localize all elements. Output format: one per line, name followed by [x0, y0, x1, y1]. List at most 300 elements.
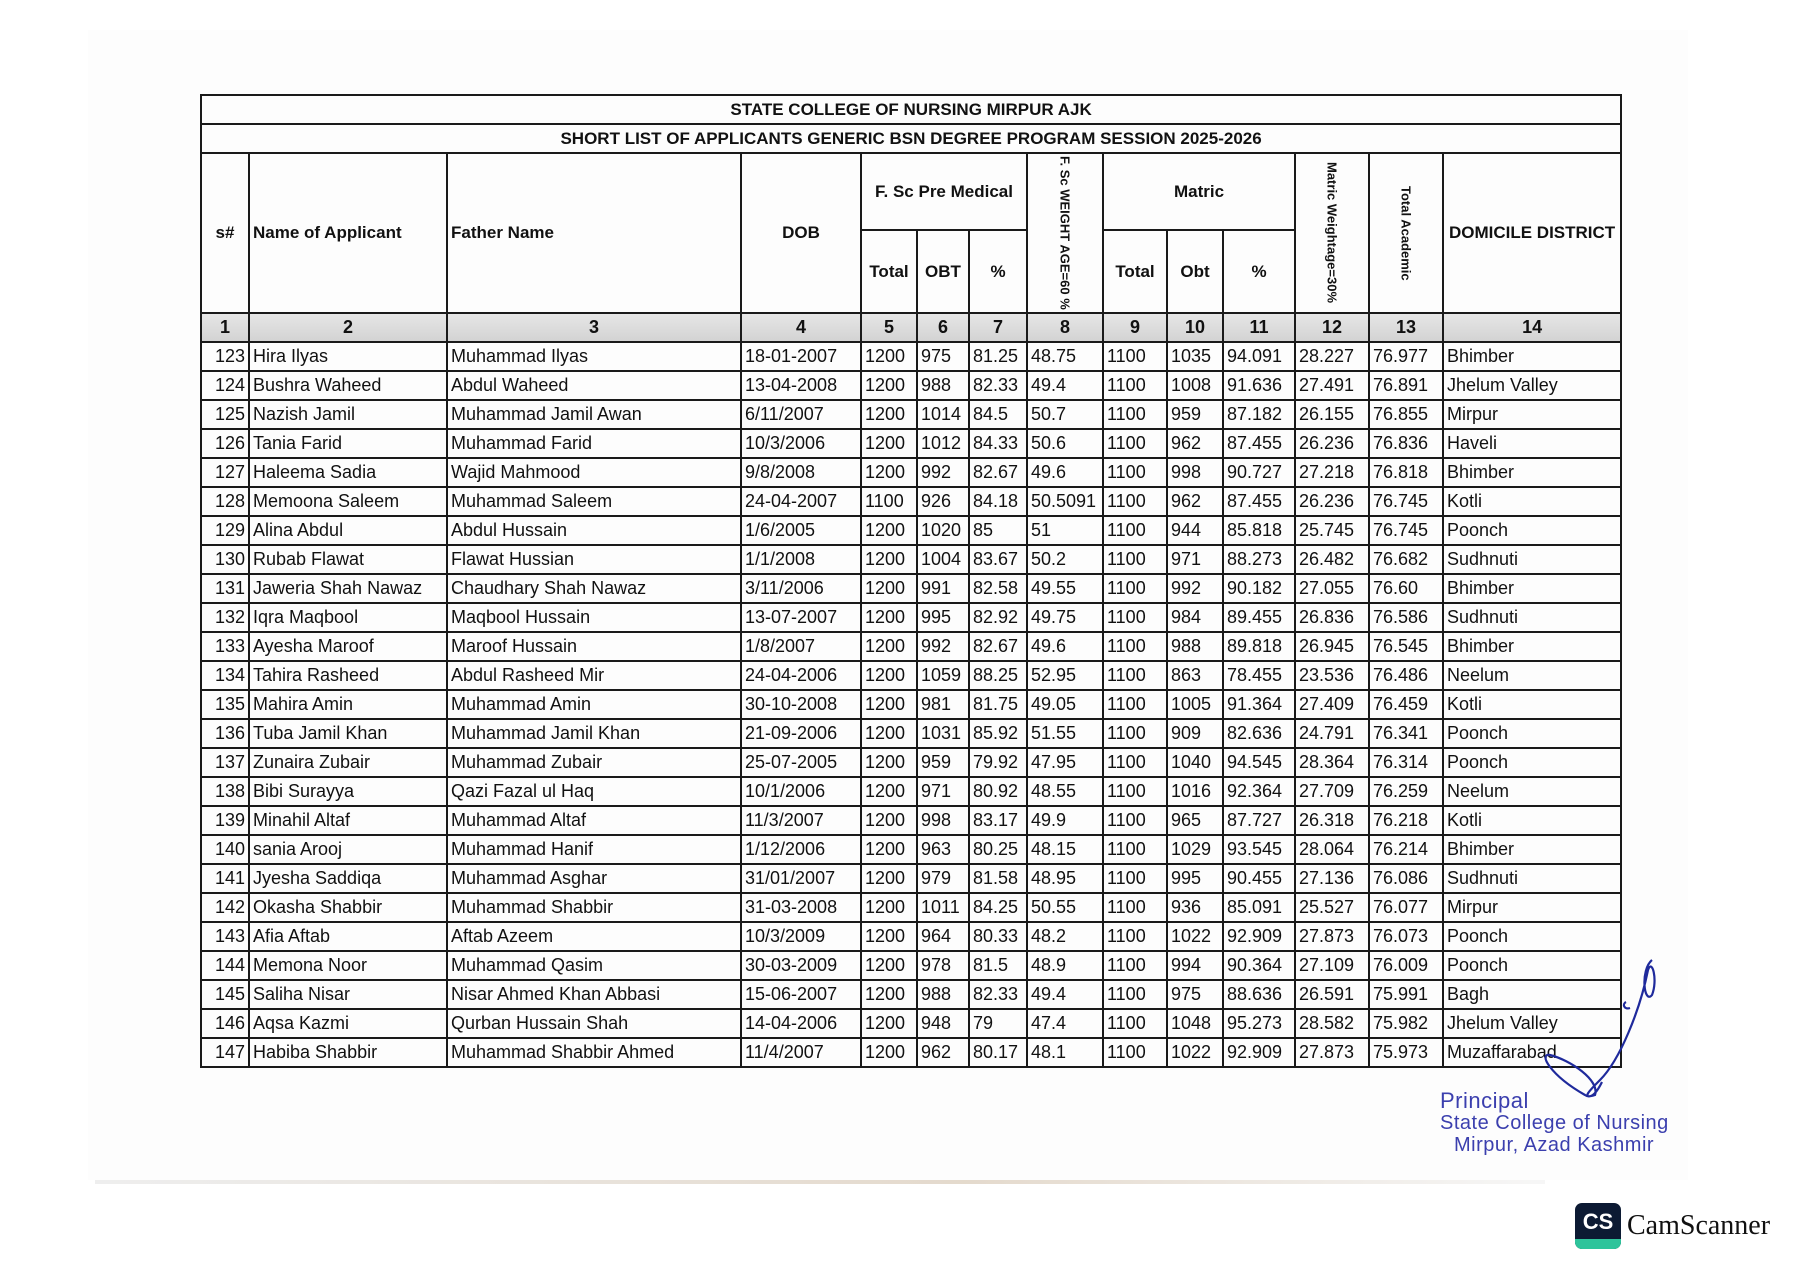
- total-academic-cell: 75.991: [1369, 980, 1443, 1009]
- father-name-cell: Muhammad Amin: [447, 690, 741, 719]
- fsc-obtained-cell: 978: [917, 951, 969, 980]
- matric-weightage-cell: 28.364: [1295, 748, 1369, 777]
- principal-stamp: [1440, 1090, 1669, 1156]
- matric-total-cell: 1100: [1103, 1038, 1167, 1067]
- header-dob: DOB: [741, 153, 861, 313]
- matric-obtained-cell: 1008: [1167, 371, 1223, 400]
- matric-total-cell: 1100: [1103, 458, 1167, 487]
- dob-cell: 10/3/2006: [741, 429, 861, 458]
- total-academic-cell: 76.259: [1369, 777, 1443, 806]
- fsc-weightage-cell: 50.6: [1027, 429, 1103, 458]
- column-number-row: [201, 313, 1621, 342]
- domicile-district-cell: Poonch: [1443, 951, 1621, 980]
- matric-obtained-cell: 971: [1167, 545, 1223, 574]
- dob-cell: 3/11/2006: [741, 574, 861, 603]
- serial-number-cell: 139: [201, 806, 249, 835]
- fsc-obtained-cell: 991: [917, 574, 969, 603]
- header-matric-weight-cell: [1295, 153, 1369, 313]
- domicile-district-cell: Poonch: [1443, 922, 1621, 951]
- column-number: 12: [1295, 313, 1369, 342]
- matric-weightage-cell: 25.745: [1295, 516, 1369, 545]
- dob-cell: 10/3/2009: [741, 922, 861, 951]
- fsc-total-cell: 1200: [861, 545, 917, 574]
- fsc-total-cell: 1200: [861, 806, 917, 835]
- domicile-district-cell: Mirpur: [1443, 400, 1621, 429]
- matric-weightage-cell: 26.236: [1295, 429, 1369, 458]
- matric-obtained-cell: 965: [1167, 806, 1223, 835]
- fsc-obtained-cell: 995: [917, 603, 969, 632]
- serial-number-cell: 138: [201, 777, 249, 806]
- header-name: Name of Applicant: [249, 153, 447, 313]
- table-row: [201, 632, 1621, 661]
- matric-percent-cell: 85.091: [1223, 893, 1295, 922]
- table-row: [201, 661, 1621, 690]
- fsc-weightage-cell: 50.7: [1027, 400, 1103, 429]
- matric-total-cell: 1100: [1103, 922, 1167, 951]
- matric-percent-cell: 85.818: [1223, 516, 1295, 545]
- column-number: 10: [1167, 313, 1223, 342]
- header-matric-pct: %: [1223, 230, 1295, 312]
- fsc-total-cell: 1100: [861, 487, 917, 516]
- header-fsc-weight: F. Sc WEIGHT AGE=60 %: [1057, 156, 1073, 310]
- fsc-obtained-cell: 963: [917, 835, 969, 864]
- serial-number-cell: 133: [201, 632, 249, 661]
- dob-cell: 9/8/2008: [741, 458, 861, 487]
- header-matric-weight: Matric Weightage=30%: [1324, 162, 1340, 304]
- matric-obtained-cell: 984: [1167, 603, 1223, 632]
- fsc-total-cell: 1200: [861, 429, 917, 458]
- fsc-obtained-cell: 926: [917, 487, 969, 516]
- matric-obtained-cell: 1022: [1167, 922, 1223, 951]
- fsc-percent-cell: 82.67: [969, 632, 1027, 661]
- fsc-percent-cell: 84.5: [969, 400, 1027, 429]
- total-academic-cell: 76.745: [1369, 487, 1443, 516]
- matric-obtained-cell: 863: [1167, 661, 1223, 690]
- table-row: [201, 429, 1621, 458]
- domicile-district-cell: Poonch: [1443, 516, 1621, 545]
- matric-percent-cell: 95.273: [1223, 1009, 1295, 1038]
- matric-total-cell: 1100: [1103, 342, 1167, 371]
- matric-total-cell: 1100: [1103, 748, 1167, 777]
- header-total-academic: Total Academic: [1398, 185, 1414, 281]
- matric-percent-cell: 87.455: [1223, 487, 1295, 516]
- domicile-district-cell: Neelum: [1443, 777, 1621, 806]
- matric-obtained-cell: 975: [1167, 980, 1223, 1009]
- father-name-cell: Muhammad Qasim: [447, 951, 741, 980]
- header-domicile: DOMICILE DISTRICT: [1443, 153, 1621, 313]
- total-academic-cell: 76.586: [1369, 603, 1443, 632]
- header-fsc-obt: OBT: [917, 230, 969, 312]
- fsc-percent-cell: 81.75: [969, 690, 1027, 719]
- applicant-name-cell: Bibi Surayya: [249, 777, 447, 806]
- applicant-name-cell: Saliha Nisar: [249, 980, 447, 1009]
- matric-percent-cell: 88.273: [1223, 545, 1295, 574]
- fsc-obtained-cell: 1011: [917, 893, 969, 922]
- dob-cell: 14-04-2006: [741, 1009, 861, 1038]
- fsc-percent-cell: 83.67: [969, 545, 1027, 574]
- applicant-name-cell: Zunaira Zubair: [249, 748, 447, 777]
- fsc-obtained-cell: 959: [917, 748, 969, 777]
- fsc-obtained-cell: 981: [917, 690, 969, 719]
- fsc-total-cell: 1200: [861, 342, 917, 371]
- dob-cell: 30-10-2008: [741, 690, 861, 719]
- fsc-obtained-cell: 998: [917, 806, 969, 835]
- applicant-name-cell: Ayesha Maroof: [249, 632, 447, 661]
- applicant-name-cell: Jaweria Shah Nawaz: [249, 574, 447, 603]
- fsc-total-cell: 1200: [861, 922, 917, 951]
- matric-percent-cell: 92.909: [1223, 922, 1295, 951]
- father-name-cell: Muhammad Asghar: [447, 864, 741, 893]
- column-number: 1: [201, 313, 249, 342]
- header-fsc-weight-cell: [1027, 153, 1103, 313]
- fsc-percent-cell: 80.33: [969, 922, 1027, 951]
- total-academic-cell: 76.745: [1369, 516, 1443, 545]
- matric-total-cell: 1100: [1103, 690, 1167, 719]
- matric-total-cell: 1100: [1103, 371, 1167, 400]
- fsc-weightage-cell: 49.05: [1027, 690, 1103, 719]
- matric-total-cell: 1100: [1103, 719, 1167, 748]
- page-edge: [95, 1180, 1545, 1184]
- fsc-percent-cell: 85: [969, 516, 1027, 545]
- total-academic-cell: 76.855: [1369, 400, 1443, 429]
- fsc-percent-cell: 82.33: [969, 371, 1027, 400]
- matric-total-cell: 1100: [1103, 893, 1167, 922]
- table-row: [201, 1009, 1621, 1038]
- serial-number-cell: 146: [201, 1009, 249, 1038]
- fsc-percent-cell: 80.17: [969, 1038, 1027, 1067]
- applicant-name-cell: Tuba Jamil Khan: [249, 719, 447, 748]
- dob-cell: 31/01/2007: [741, 864, 861, 893]
- dob-cell: 1/12/2006: [741, 835, 861, 864]
- matric-weightage-cell: 27.491: [1295, 371, 1369, 400]
- fsc-obtained-cell: 992: [917, 458, 969, 487]
- total-academic-cell: 76.086: [1369, 864, 1443, 893]
- serial-number-cell: 123: [201, 342, 249, 371]
- header-sn: s#: [201, 153, 249, 313]
- father-name-cell: Muhammad Jamil Awan: [447, 400, 741, 429]
- fsc-total-cell: 1200: [861, 371, 917, 400]
- domicile-district-cell: Bhimber: [1443, 458, 1621, 487]
- matric-weightage-cell: 26.155: [1295, 400, 1369, 429]
- matric-obtained-cell: 959: [1167, 400, 1223, 429]
- table-row: [201, 487, 1621, 516]
- matric-total-cell: 1100: [1103, 545, 1167, 574]
- fsc-weightage-cell: 48.1: [1027, 1038, 1103, 1067]
- table-row: [201, 690, 1621, 719]
- matric-obtained-cell: 962: [1167, 487, 1223, 516]
- dob-cell: 11/4/2007: [741, 1038, 861, 1067]
- father-name-cell: Maqbool Hussain: [447, 603, 741, 632]
- matric-weightage-cell: 26.836: [1295, 603, 1369, 632]
- fsc-obtained-cell: 992: [917, 632, 969, 661]
- matric-percent-cell: 78.455: [1223, 661, 1295, 690]
- matric-weightage-cell: 28.064: [1295, 835, 1369, 864]
- matric-obtained-cell: 995: [1167, 864, 1223, 893]
- total-academic-cell: 76.009: [1369, 951, 1443, 980]
- fsc-percent-cell: 88.25: [969, 661, 1027, 690]
- serial-number-cell: 134: [201, 661, 249, 690]
- serial-number-cell: 129: [201, 516, 249, 545]
- fsc-obtained-cell: 1031: [917, 719, 969, 748]
- column-number: 13: [1369, 313, 1443, 342]
- table-row: [201, 545, 1621, 574]
- fsc-total-cell: 1200: [861, 864, 917, 893]
- column-number: 2: [249, 313, 447, 342]
- father-name-cell: Nisar Ahmed Khan Abbasi: [447, 980, 741, 1009]
- matric-obtained-cell: 1022: [1167, 1038, 1223, 1067]
- dob-cell: 15-06-2007: [741, 980, 861, 1009]
- father-name-cell: Aftab Azeem: [447, 922, 741, 951]
- father-name-cell: Flawat Hussian: [447, 545, 741, 574]
- fsc-total-cell: 1200: [861, 893, 917, 922]
- matric-total-cell: 1100: [1103, 661, 1167, 690]
- fsc-weightage-cell: 48.55: [1027, 777, 1103, 806]
- matric-total-cell: 1100: [1103, 603, 1167, 632]
- serial-number-cell: 145: [201, 980, 249, 1009]
- matric-weightage-cell: 26.591: [1295, 980, 1369, 1009]
- serial-number-cell: 144: [201, 951, 249, 980]
- column-number: 4: [741, 313, 861, 342]
- applicant-name-cell: Minahil Altaf: [249, 806, 447, 835]
- matric-weightage-cell: 27.136: [1295, 864, 1369, 893]
- fsc-obtained-cell: 1004: [917, 545, 969, 574]
- header-matric-obt: Obt: [1167, 230, 1223, 312]
- table-row: [201, 371, 1621, 400]
- matric-percent-cell: 87.182: [1223, 400, 1295, 429]
- matric-weightage-cell: 26.236: [1295, 487, 1369, 516]
- matric-obtained-cell: 962: [1167, 429, 1223, 458]
- fsc-total-cell: 1200: [861, 777, 917, 806]
- table-row: [201, 574, 1621, 603]
- fsc-weightage-cell: 47.95: [1027, 748, 1103, 777]
- table-row: [201, 980, 1621, 1009]
- matric-weightage-cell: 27.109: [1295, 951, 1369, 980]
- total-academic-cell: 76.077: [1369, 893, 1443, 922]
- matric-obtained-cell: 1016: [1167, 777, 1223, 806]
- father-name-cell: Abdul Hussain: [447, 516, 741, 545]
- matric-obtained-cell: 944: [1167, 516, 1223, 545]
- father-name-cell: Muhammad Ilyas: [447, 342, 741, 371]
- serial-number-cell: 125: [201, 400, 249, 429]
- fsc-weightage-cell: 51.55: [1027, 719, 1103, 748]
- fsc-weightage-cell: 47.4: [1027, 1009, 1103, 1038]
- fsc-total-cell: 1200: [861, 516, 917, 545]
- applicant-name-cell: Tahira Rasheed: [249, 661, 447, 690]
- dob-cell: 18-01-2007: [741, 342, 861, 371]
- matric-percent-cell: 89.818: [1223, 632, 1295, 661]
- domicile-district-cell: Kotli: [1443, 690, 1621, 719]
- fsc-weightage-cell: 49.75: [1027, 603, 1103, 632]
- total-academic-cell: 76.682: [1369, 545, 1443, 574]
- table-row: [201, 719, 1621, 748]
- domicile-district-cell: Jhelum Valley: [1443, 1009, 1621, 1038]
- institution-title: STATE COLLEGE OF NURSING MIRPUR AJK: [201, 95, 1621, 124]
- table-body: [201, 342, 1621, 1067]
- fsc-percent-cell: 85.92: [969, 719, 1027, 748]
- total-academic-cell: 76.818: [1369, 458, 1443, 487]
- matric-total-cell: 1100: [1103, 835, 1167, 864]
- serial-number-cell: 131: [201, 574, 249, 603]
- applicants-table: [200, 94, 1622, 1068]
- fsc-percent-cell: 82.92: [969, 603, 1027, 632]
- matric-total-cell: 1100: [1103, 516, 1167, 545]
- applicant-name-cell: Alina Abdul: [249, 516, 447, 545]
- table-row: [201, 516, 1621, 545]
- table-row: [201, 835, 1621, 864]
- applicant-name-cell: Hira Ilyas: [249, 342, 447, 371]
- matric-percent-cell: 89.455: [1223, 603, 1295, 632]
- serial-number-cell: 128: [201, 487, 249, 516]
- matric-total-cell: 1100: [1103, 951, 1167, 980]
- dob-cell: 24-04-2006: [741, 661, 861, 690]
- fsc-weightage-cell: 50.5091: [1027, 487, 1103, 516]
- fsc-obtained-cell: 1059: [917, 661, 969, 690]
- serial-number-cell: 127: [201, 458, 249, 487]
- applicant-name-cell: Tania Farid: [249, 429, 447, 458]
- father-name-cell: Muhammad Hanif: [447, 835, 741, 864]
- applicant-name-cell: Bushra Waheed: [249, 371, 447, 400]
- fsc-percent-cell: 84.25: [969, 893, 1027, 922]
- fsc-obtained-cell: 1012: [917, 429, 969, 458]
- matric-obtained-cell: 909: [1167, 719, 1223, 748]
- dob-cell: 24-04-2007: [741, 487, 861, 516]
- matric-total-cell: 1100: [1103, 429, 1167, 458]
- matric-percent-cell: 87.455: [1223, 429, 1295, 458]
- matric-percent-cell: 82.636: [1223, 719, 1295, 748]
- serial-number-cell: 136: [201, 719, 249, 748]
- fsc-weightage-cell: 49.55: [1027, 574, 1103, 603]
- father-name-cell: Muhammad Altaf: [447, 806, 741, 835]
- father-name-cell: Muhammad Shabbir Ahmed: [447, 1038, 741, 1067]
- total-academic-cell: 76.073: [1369, 922, 1443, 951]
- matric-total-cell: 1100: [1103, 777, 1167, 806]
- matric-obtained-cell: 1048: [1167, 1009, 1223, 1038]
- header-total-academic-cell: [1369, 153, 1443, 313]
- fsc-weightage-cell: 49.4: [1027, 371, 1103, 400]
- father-name-cell: Qazi Fazal ul Haq: [447, 777, 741, 806]
- fsc-weightage-cell: 48.9: [1027, 951, 1103, 980]
- domicile-district-cell: Neelum: [1443, 661, 1621, 690]
- father-name-cell: Muhammad Jamil Khan: [447, 719, 741, 748]
- matric-percent-cell: 90.182: [1223, 574, 1295, 603]
- fsc-obtained-cell: 1020: [917, 516, 969, 545]
- dob-cell: 31-03-2008: [741, 893, 861, 922]
- applicant-name-cell: Memona Noor: [249, 951, 447, 980]
- fsc-percent-cell: 80.92: [969, 777, 1027, 806]
- fsc-total-cell: 1200: [861, 748, 917, 777]
- matric-total-cell: 1100: [1103, 806, 1167, 835]
- fsc-obtained-cell: 979: [917, 864, 969, 893]
- dob-cell: 10/1/2006: [741, 777, 861, 806]
- table-row: [201, 603, 1621, 632]
- logo-accent-bar: [1575, 1239, 1621, 1249]
- applicant-name-cell: Okasha Shabbir: [249, 893, 447, 922]
- fsc-total-cell: 1200: [861, 574, 917, 603]
- fsc-percent-cell: 82.58: [969, 574, 1027, 603]
- matric-weightage-cell: 26.945: [1295, 632, 1369, 661]
- column-number: 14: [1443, 313, 1621, 342]
- fsc-weightage-cell: 50.2: [1027, 545, 1103, 574]
- domicile-district-cell: Kotli: [1443, 806, 1621, 835]
- fsc-total-cell: 1200: [861, 400, 917, 429]
- stamp-college: State College of Nursing: [1440, 1112, 1669, 1134]
- domicile-district-cell: Muzaffarabad: [1443, 1038, 1621, 1067]
- applicant-name-cell: Rubab Flawat: [249, 545, 447, 574]
- fsc-weightage-cell: 48.95: [1027, 864, 1103, 893]
- domicile-district-cell: Bhimber: [1443, 342, 1621, 371]
- total-academic-cell: 75.982: [1369, 1009, 1443, 1038]
- matric-obtained-cell: 988: [1167, 632, 1223, 661]
- total-academic-cell: 76.891: [1369, 371, 1443, 400]
- fsc-obtained-cell: 975: [917, 342, 969, 371]
- matric-obtained-cell: 1040: [1167, 748, 1223, 777]
- fsc-weightage-cell: 49.6: [1027, 632, 1103, 661]
- matric-percent-cell: 91.364: [1223, 690, 1295, 719]
- matric-percent-cell: 92.909: [1223, 1038, 1295, 1067]
- matric-total-cell: 1100: [1103, 400, 1167, 429]
- fsc-total-cell: 1200: [861, 835, 917, 864]
- dob-cell: 11/3/2007: [741, 806, 861, 835]
- header-matric-total: Total: [1103, 230, 1167, 312]
- fsc-total-cell: 1200: [861, 661, 917, 690]
- matric-percent-cell: 93.545: [1223, 835, 1295, 864]
- matric-obtained-cell: 994: [1167, 951, 1223, 980]
- table-row: [201, 777, 1621, 806]
- total-academic-cell: 76.545: [1369, 632, 1443, 661]
- applicant-name-cell: Afia Aftab: [249, 922, 447, 951]
- domicile-district-cell: Mirpur: [1443, 893, 1621, 922]
- dob-cell: 1/8/2007: [741, 632, 861, 661]
- father-name-cell: Wajid Mahmood: [447, 458, 741, 487]
- domicile-district-cell: Poonch: [1443, 719, 1621, 748]
- column-number: 5: [861, 313, 917, 342]
- matric-total-cell: 1100: [1103, 1009, 1167, 1038]
- column-number: 9: [1103, 313, 1167, 342]
- fsc-obtained-cell: 971: [917, 777, 969, 806]
- matric-percent-cell: 88.636: [1223, 980, 1295, 1009]
- column-number: 11: [1223, 313, 1295, 342]
- fsc-percent-cell: 79.92: [969, 748, 1027, 777]
- father-name-cell: Maroof Hussain: [447, 632, 741, 661]
- table-row: [201, 458, 1621, 487]
- serial-number-cell: 126: [201, 429, 249, 458]
- fsc-weightage-cell: 49.9: [1027, 806, 1103, 835]
- serial-number-cell: 135: [201, 690, 249, 719]
- fsc-obtained-cell: 988: [917, 371, 969, 400]
- table-row: [201, 342, 1621, 371]
- stamp-location: Mirpur, Azad Kashmir: [1454, 1134, 1655, 1156]
- matric-obtained-cell: 1029: [1167, 835, 1223, 864]
- domicile-district-cell: Kotli: [1443, 487, 1621, 516]
- serial-number-cell: 141: [201, 864, 249, 893]
- matric-weightage-cell: 28.227: [1295, 342, 1369, 371]
- matric-total-cell: 1100: [1103, 574, 1167, 603]
- domicile-district-cell: Sudhnuti: [1443, 603, 1621, 632]
- matric-total-cell: 1100: [1103, 864, 1167, 893]
- matric-total-cell: 1100: [1103, 632, 1167, 661]
- dob-cell: 6/11/2007: [741, 400, 861, 429]
- father-name-cell: Chaudhary Shah Nawaz: [447, 574, 741, 603]
- matric-percent-cell: 94.091: [1223, 342, 1295, 371]
- fsc-weightage-cell: 52.95: [1027, 661, 1103, 690]
- father-name-cell: Muhammad Farid: [447, 429, 741, 458]
- dob-cell: 1/6/2005: [741, 516, 861, 545]
- fsc-total-cell: 1200: [861, 690, 917, 719]
- dob-cell: 13-07-2007: [741, 603, 861, 632]
- applicant-name-cell: Aqsa Kazmi: [249, 1009, 447, 1038]
- header-fsc-group: F. Sc Pre Medical: [861, 153, 1027, 230]
- matric-weightage-cell: 27.709: [1295, 777, 1369, 806]
